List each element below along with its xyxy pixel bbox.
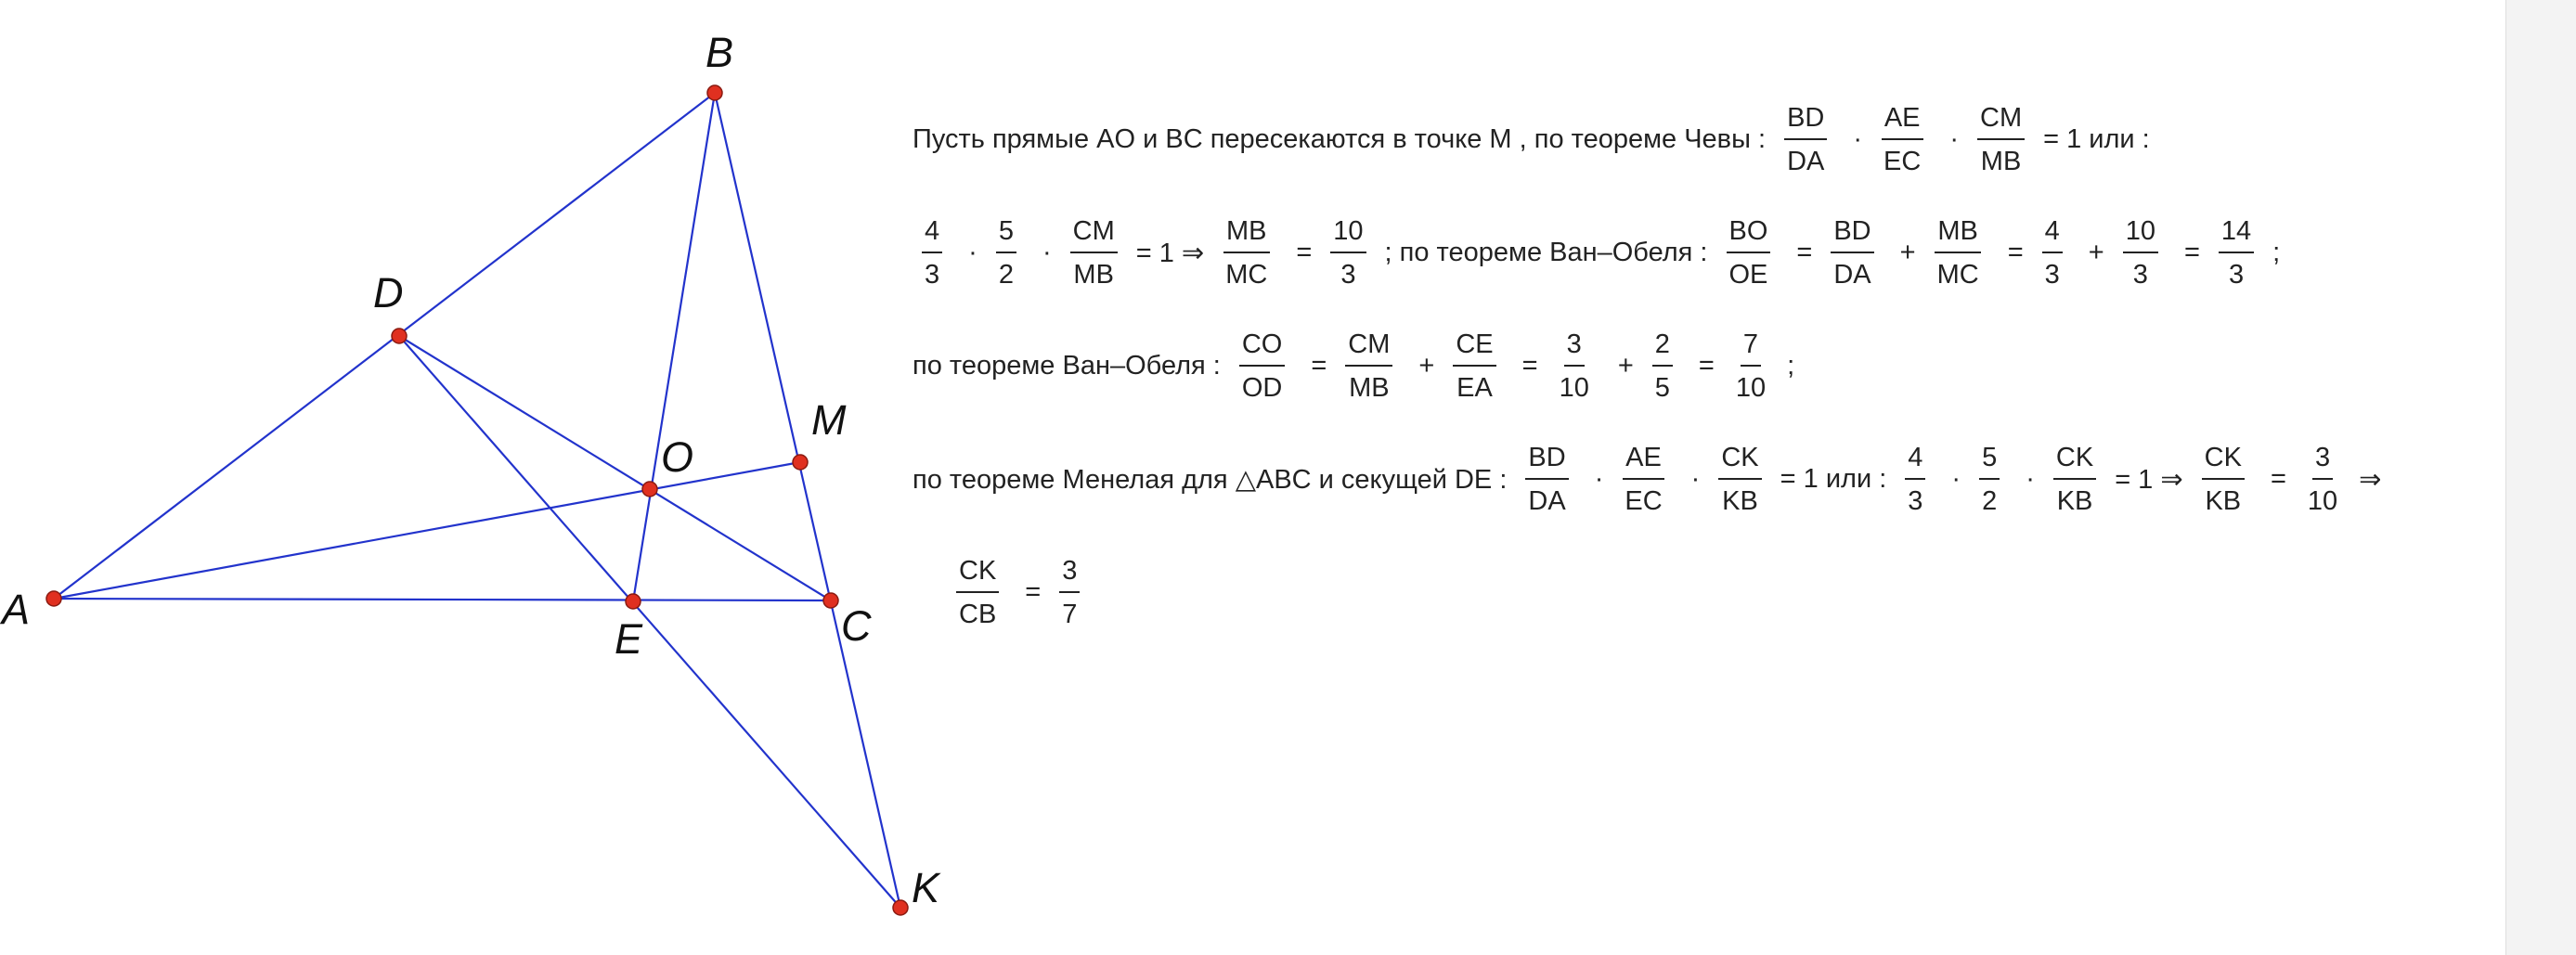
label-B: B xyxy=(705,29,734,76)
fraction: $\frac{CM}{MB}$ xyxy=(1977,102,2034,177)
scrollbar-track[interactable] xyxy=(2505,0,2576,955)
fraction: $\frac{CK}{KB}$ xyxy=(1718,442,1770,517)
fraction: $\frac{14}{3}$ xyxy=(2219,215,2263,290)
label-E: E xyxy=(615,615,643,663)
fraction: $\frac{CK}{KB}$ xyxy=(2053,442,2105,517)
label-C: C xyxy=(841,602,872,650)
fraction: $\frac{5}{2}$ xyxy=(1979,442,2009,517)
fraction: $\frac{4}{3}$ xyxy=(922,215,951,290)
fraction: $\frac{BD}{DA}$ xyxy=(1831,215,1883,290)
fraction: $\frac{MB}{MC}$ xyxy=(1935,215,1991,290)
point-K[interactable] xyxy=(893,900,908,915)
label-A: A xyxy=(2,586,31,633)
fraction: $\frac{4}{3}$ xyxy=(1905,442,1935,517)
fraction: $\frac{AE}{EC}$ xyxy=(1622,442,1674,517)
solution-line-1: Пусть прямые AO и BC пересекаются в точке M , по теореме Чевы : $\frac{BD}{DA}$ · $\frac{AE}{EC}$ · $\frac{CM}{MB}$ = 1 или : xyxy=(913,103,2150,176)
point-M[interactable] xyxy=(793,455,808,470)
fraction: $\frac{BD}{DA}$ xyxy=(1784,102,1836,177)
fraction: $\frac{CO}{OD}$ xyxy=(1239,329,1295,404)
label-O: O xyxy=(661,433,694,481)
label-K: K xyxy=(912,864,940,911)
fraction: $\frac{CK}{CB}$ xyxy=(956,555,1008,630)
fraction: $\frac{BO}{OE}$ xyxy=(1727,215,1780,290)
line1-text: Пусть прямые AO и BC пересекаются в точке M , по теореме Чевы : xyxy=(913,124,1767,154)
fraction: $\frac{CM}{MB}$ xyxy=(1345,329,1402,404)
fraction: $\frac{AE}{EC}$ xyxy=(1881,102,1933,177)
segment-AC xyxy=(54,599,831,600)
fraction: $\frac{3}{10}$ xyxy=(2307,443,2338,516)
solution-line-5: $\frac{CK}{CB}$ = $\frac{3}{7}$ xyxy=(947,555,1098,630)
fraction: $\frac{4}{3}$ xyxy=(2042,215,2072,290)
label-D: D xyxy=(373,269,404,316)
solution-line-4: по теореме Менелая для △ABC и секущей DE : $\frac{BD}{DA}$ · $\frac{AE}{EC}$ · $\frac{CK}{KB}$ = 1 или : $\frac{4}{3}$ · $\frac{5}{2}$ · $\frac{CK}{KB}$ = 1 ⇒ $\frac{CK}{KB}$ = $\frac{3}{10}$ ⇒ xyxy=(913,443,2382,516)
segment-AM xyxy=(54,462,800,599)
segment-AB xyxy=(54,93,715,599)
fraction: $\frac{CE}{EA}$ xyxy=(1453,329,1505,404)
fraction: $\frac{7}{10}$ xyxy=(1735,329,1767,403)
solution-line-3: по теореме Ван–Обеля : $\frac{CO}{OD}$ = $\frac{CM}{MB}$ + $\frac{CE}{EA}$ = $\frac{3}{10}$ + $\frac{2}{5}$ = $\frac{7}{10}$ ; xyxy=(913,329,1795,403)
fraction: $\frac{3}{7}$ xyxy=(1059,555,1089,630)
segment-BK xyxy=(715,93,900,908)
fraction: $\frac{2}{5}$ xyxy=(1652,329,1682,404)
point-A[interactable] xyxy=(46,591,61,606)
fraction: $\frac{3}{10}$ xyxy=(1559,329,1589,403)
fraction: $\frac{MB}{MC}$ xyxy=(1223,215,1279,290)
point-C[interactable] xyxy=(823,593,838,608)
point-E[interactable] xyxy=(626,594,641,609)
fraction: $\frac{5}{2}$ xyxy=(996,215,1026,290)
segment-BE xyxy=(633,93,715,601)
fraction: $\frac{10}{3}$ xyxy=(1330,215,1375,290)
fraction: $\frac{BD}{DA}$ xyxy=(1525,442,1577,517)
point-O[interactable] xyxy=(642,482,657,497)
fraction: $\frac{CK}{KB}$ xyxy=(2202,442,2254,517)
fraction: $\frac{CM}{MB}$ xyxy=(1070,215,1127,290)
point-D[interactable] xyxy=(392,329,407,343)
label-M: M xyxy=(811,396,847,444)
point-B[interactable] xyxy=(707,85,722,100)
fraction: $\frac{10}{3}$ xyxy=(2123,215,2168,290)
solution-line-2: $\frac{4}{3}$ · $\frac{5}{2}$ · $\frac{CM}{MB}$ = 1 ⇒ $\frac{MB}{MC}$ = $\frac{10}{3}$ ; по теореме Ван–Обеля : $\frac{BO}{OE}$ = $\frac{BD}{DA}$ + $\frac{MB}{MC}$ = $\frac{4}{3}$ + $\frac{10}{3}$ = $\frac{14}{3}$ ; xyxy=(913,215,2289,290)
